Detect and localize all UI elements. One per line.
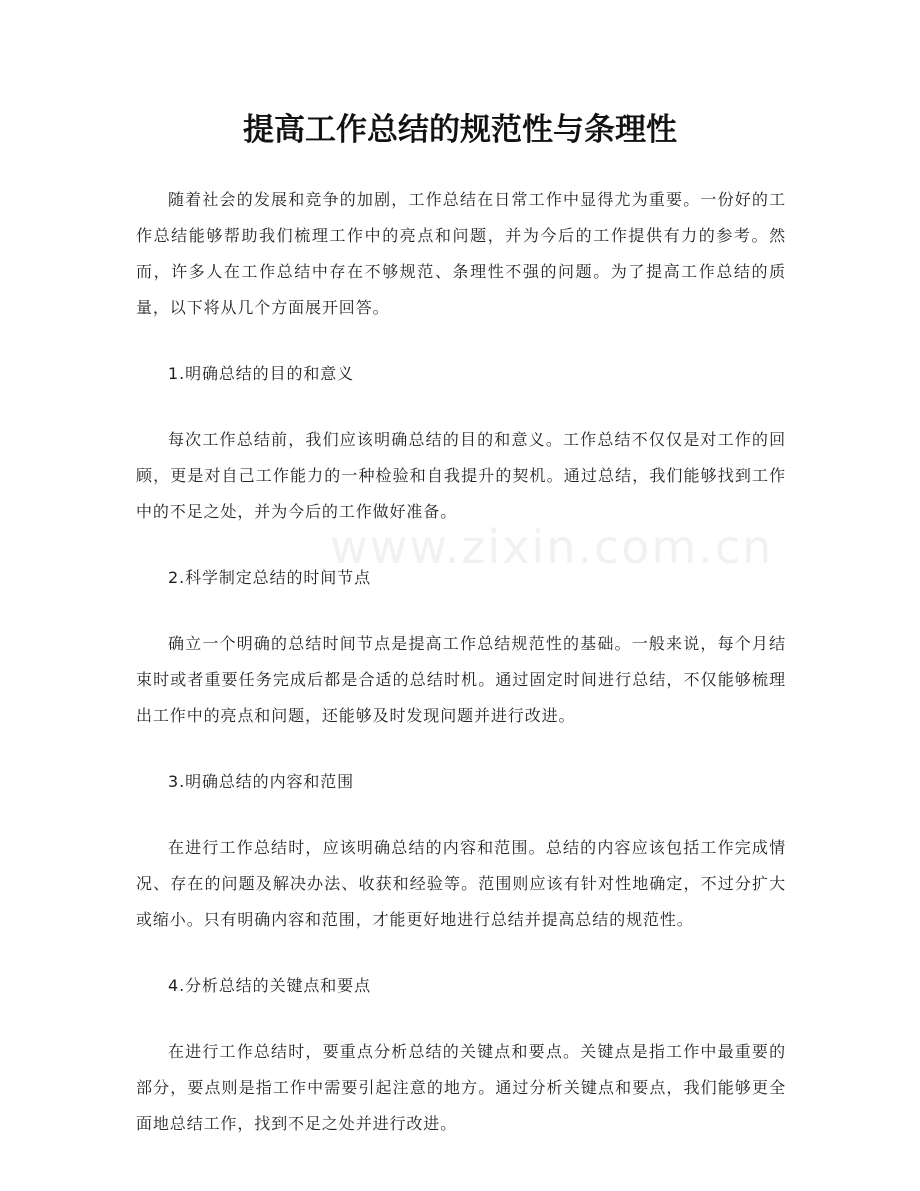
section-heading-1: 1.明确总结的目的和意义 — [168, 364, 355, 383]
section-heading-4: 4.分析总结的关键点和要点 — [168, 976, 371, 995]
section-heading-2: 2.科学制定总结的时间节点 — [168, 568, 371, 587]
section-paragraph-3: 在进行工作总结时，应该明确总结的内容和范围。总结的内容应该包括工作完成情况、存在的问题及解决办法、收获和经验等。范围则应该有针对性地确定，不过分扩大或缩小。只有明确内容和范围，才能更好地进行总结并提高总结的规范性。 — [136, 838, 786, 929]
watermark: www.zixin.com.cn — [330, 520, 774, 574]
section-paragraph-1: 每次工作总结前，我们应该明确总结的目的和意义。工作总结不仅仅是对工作的回顾，更是对自己工作能力的一种检验和自我提升的契机。通过总结，我们能够找到工作中的不足之处，并为今后的工作做好准备。 — [136, 430, 786, 521]
section-paragraph-4: 在进行工作总结时，要重点分析总结的关键点和要点。关键点是指工作中最重要的部分，要点则是指工作中需要引起注意的地方。通过分析关键点和要点，我们能够更全面地总结工作，找到不足之处并进行改进。 — [136, 1042, 786, 1133]
intro-paragraph: 随着社会的发展和竞争的加剧，工作总结在日常工作中显得尤为重要。一份好的工作总结能够帮助我们梳理工作中的亮点和问题，并为今后的工作提供有力的参考。然而，许多人在工作总结中存在不够规范、条理性不强的问题。为了提高工作总结的质量，以下将从几个方面展开回答。 — [136, 190, 786, 317]
document-body — [136, 182, 786, 1172]
section-paragraph-2: 确立一个明确的总结时间节点是提高工作总结规范性的基础。一般来说，每个月结束时或者重要任务完成后都是合适的总结时机。通过固定时间进行总结，不仅能够梳理出工作中的亮点和问题，还能够及时发现问题并进行改进。 — [136, 634, 786, 725]
section-heading-3: 3.明确总结的内容和范围 — [168, 772, 355, 791]
document-title: 提高工作总结的规范性与条理性 — [243, 112, 677, 148]
